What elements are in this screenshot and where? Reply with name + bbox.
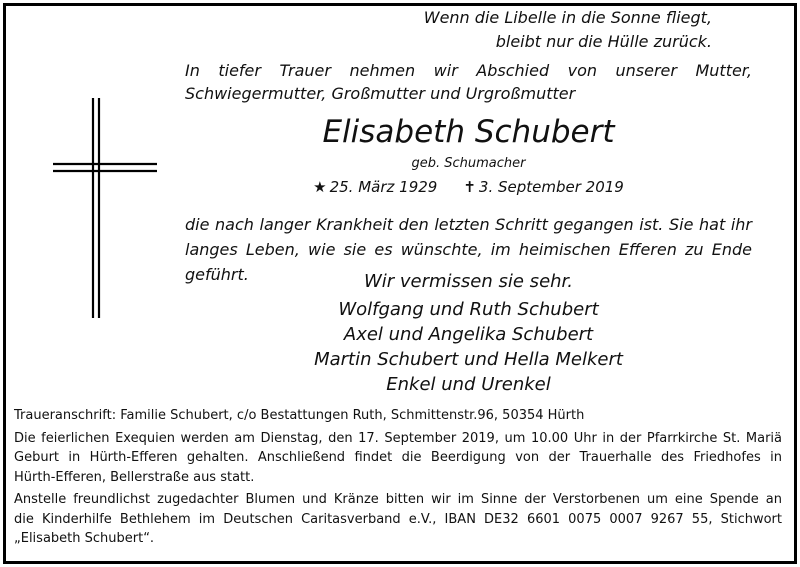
mourner-1: Wolfgang und Ruth Schubert xyxy=(338,299,599,320)
birth-date: 25. März 1929 xyxy=(329,178,438,196)
mourners-list xyxy=(185,297,752,397)
intro-line-1: In tiefer Trauer nehmen wir Abschied von unserer Mutter, xyxy=(185,61,752,80)
deceased-name: Elisabeth Schubert xyxy=(322,114,615,150)
poem xyxy=(300,6,712,54)
exequien-notice xyxy=(14,429,782,488)
star-icon: ★ xyxy=(313,178,327,196)
cross-icon xyxy=(50,96,160,321)
dagger-cross-icon: ✝ xyxy=(463,178,476,196)
mourning-address: Traueranschrift: Familie Schubert, c/o Bestattungen Ruth, Schmittenstr.96, 50354 Hürth xyxy=(14,408,585,423)
exequien-line-2: Geburt in Hürth-Efferen gehalten. Anschließend findet die Beerdigung von der Trauerhalle des Friedhofes in xyxy=(14,450,782,465)
death-date: 3. September 2019 xyxy=(478,178,624,196)
passing-line-2: langes Leben, wie sie es wünschte, im heimischen Efferen zu Ende geführt. xyxy=(185,240,752,284)
exequien-line-1: Die feierlichen Exequien werden am Dienstag, den 17. September 2019, um 10.00 Uhr in der Pfarrkirche St. Mariä xyxy=(14,430,782,446)
notes-section xyxy=(14,406,782,552)
life-dates xyxy=(185,177,752,197)
mourner-2: Axel und Angelika Schubert xyxy=(343,324,594,345)
mourner-3: Martin Schubert und Hella Melkert xyxy=(314,349,623,370)
intro-line-2: Schwiegermutter, Großmutter und Urgroßmutter xyxy=(185,84,576,103)
donation-line-1: Anstelle freundlichst zugedachter Blumen und Kränze bitten wir im Sinne der Verstorbenen um eine Spende an xyxy=(14,492,782,507)
maiden-name: geb. Schumacher xyxy=(411,156,526,171)
exequien-line-3: Hürth-Efferen, Bellerstraße aus statt. xyxy=(14,469,255,485)
mourner-4: Enkel und Urenkel xyxy=(386,374,551,395)
poem-line-1: Wenn die Libelle in die Sonne fliegt, xyxy=(423,8,712,27)
donation-line-3: „Elisabeth Schubert“. xyxy=(14,531,155,546)
poem-line-2: bleibt nur die Hülle zurück. xyxy=(495,32,712,51)
donation-line-2: die Kinderhilfe Bethlehem im Deutschen Caritasverband e.V., IBAN DE32 6601 0075 0007 9267 55, Stichwort xyxy=(14,511,782,527)
passing-line-1: die nach langer Krankheit den letzten Schritt gegangen ist. Sie hat ihr xyxy=(185,215,752,234)
donation-notice xyxy=(14,490,782,549)
miss-statement: Wir vermissen sie sehr. xyxy=(363,271,574,292)
